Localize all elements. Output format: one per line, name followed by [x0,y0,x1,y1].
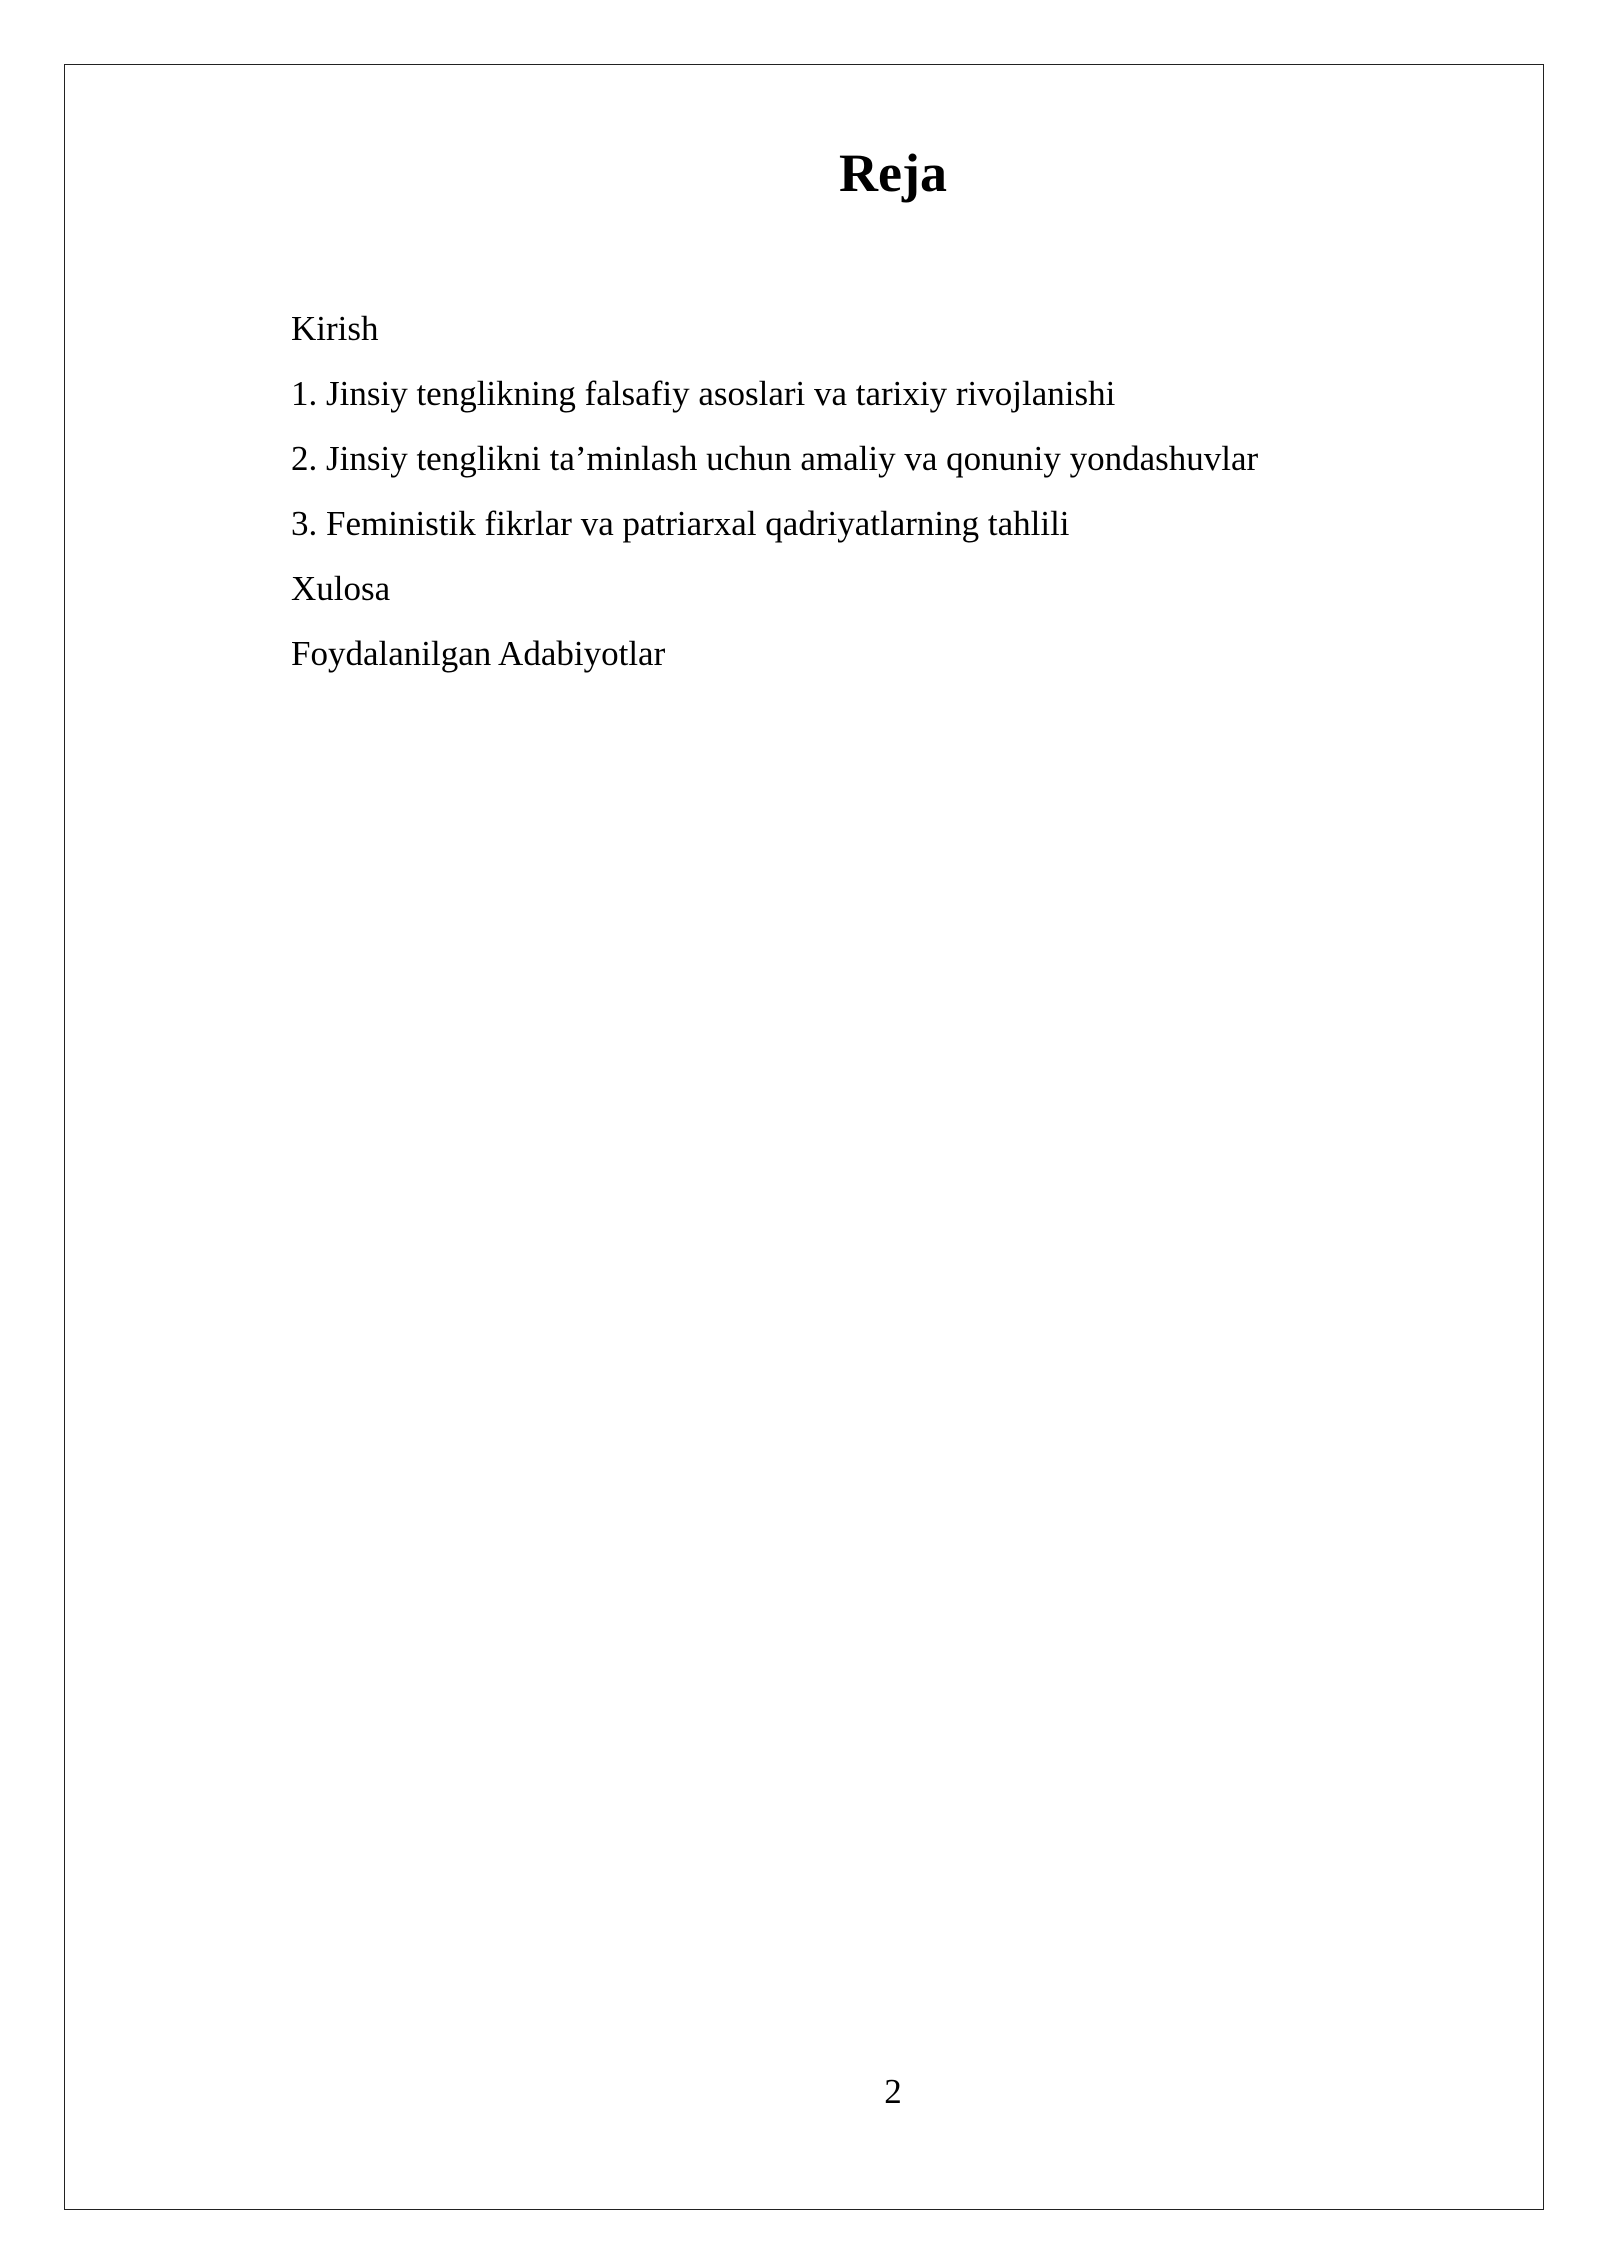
toc-item-conclusion: Xulosa [291,569,391,608]
toc-item-chapter-3: 3. Feministik fikrlar va patriarxal qadriyatlarning tahlili [291,504,1070,543]
toc-item-chapter-1: 1. Jinsiy tenglikning falsafiy asoslari va tarixiy rivojlanishi [291,374,1116,413]
toc-item-introduction: Kirish [291,309,379,348]
toc-item-chapter-2: 2. Jinsiy tenglikni ta’minlash uchun amaliy va qonuniy yondashuvlar [291,439,1259,478]
toc-item-references: Foydalanilgan Adabiyotlar [291,634,666,673]
table-of-contents [291,296,1258,686]
page-title: Reja [839,143,947,203]
page-number: 2 [884,2072,902,2111]
